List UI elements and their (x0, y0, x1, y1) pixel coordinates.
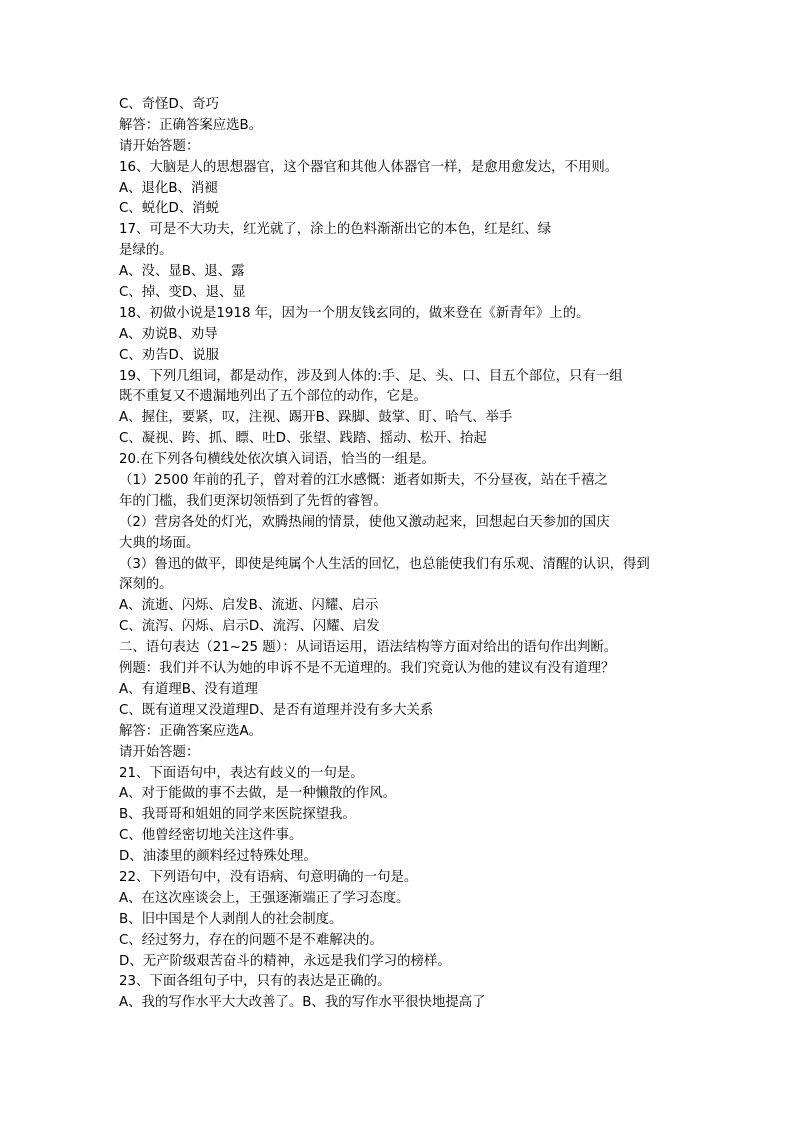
text-line-15: 既不重复又不遗漏地列出了五个部位的动作，它是。 (119, 389, 427, 405)
text-line-23: （3）鲁迅的做平，即使是纯属个人生活的回忆，也总能使我们有乐观、清醒的认识，得到 (119, 556, 650, 572)
text-line-16: A、握住，要紧，叹，注视、踢开B、跺脚、鼓掌、盯、哈气、举手 (119, 410, 513, 426)
text-line-41: C、经过努力，存在的问题不是不难解决的。 (119, 932, 383, 948)
text-line-01: C、奇怪D、奇巧 (119, 97, 220, 112)
text-line-20: 年的门槛，我们更深切领悟到了先哲的睿智。 (119, 493, 387, 509)
text-line-39: A、在这次座谈会上，王强逐渐端正了学习态度。 (119, 890, 410, 906)
text-line-17: C、凝视、跨、抓、瞟、吐D、张望、践踏、摇动、松开、抬起 (119, 431, 487, 447)
document-page (119, 95, 679, 1014)
text-line-36: C、他曾经密切地关注这件事。 (119, 828, 303, 844)
text-line-08: 是绿的。 (119, 243, 173, 259)
text-line-09: A、没、显B、退、露 (119, 264, 245, 280)
text-line-43: 23、下面各组句子中，只有的表达是正确的。 (119, 974, 391, 990)
text-line-42: D、无产阶级艰苦奋斗的精神，永远是我们学习的榜样。 (119, 953, 451, 969)
text-line-27: 二、语句表达（21~25 题）：从词语运用，语法结构等方面对给出的语句作出判断。 (119, 640, 618, 656)
text-line-37: D、油漆里的颜料经过特殊处理。 (119, 849, 317, 865)
text-line-40: B、旧中国是个人剥削人的社会制度。 (119, 911, 343, 927)
text-line-32: 请开始答题： (119, 744, 200, 760)
text-line-22: 大典的场面。 (119, 535, 200, 551)
text-line-10: C、掉、变D、退、显 (119, 285, 246, 301)
text-line-04: 16、大脑是人的思想器官，这个器官和其他人体器官一样，是愈用愈发达，不用则。 (119, 159, 619, 175)
text-line-44: A、我的写作水平大大改善了。B、我的写作水平很快地提高了 (119, 995, 486, 1011)
text-line-12: A、劝说B、劝导 (119, 326, 218, 342)
text-line-38: 22、下列语句中，没有语病、句意明确的一句是。 (119, 869, 418, 885)
text-line-19: （1）2500 年前的孔子，曾对着的江水感慨：逝者如斯夫，不分昼夜，站在千禧之 (119, 473, 608, 489)
text-line-34: A、对于能做的事不去做，是一种懒散的作风。 (119, 786, 396, 802)
text-line-26: C、流泻、闪烁、启示D、流泻、闪耀、启发 (119, 619, 380, 635)
text-line-06: C、蜕化D、消蜕 (119, 201, 220, 217)
text-line-25: A、流逝、闪烁、启发B、流逝、闪耀、启示 (119, 598, 379, 614)
text-line-18: 20.在下列各句横线处依次填入词语，恰当的一组是。 (119, 452, 435, 468)
text-line-29: A、有道理B、没有道理 (119, 681, 258, 697)
text-line-28: 例题：我们并不认为她的申诉不是不无道理的。我们究竟认为他的建议有没有道理？ (119, 661, 615, 677)
text-line-31: 解答：正确答案应选A。 (119, 723, 263, 739)
text-line-30: C、既有道理又没道理D、是否有道理并没有多大关系 (119, 702, 434, 718)
text-line-07: 17、可是不大功夫，红光就了，涂上的色料渐渐出它的本色，红是红、绿 (119, 222, 552, 238)
text-line-05: A、退化B、消褪 (119, 180, 218, 196)
text-line-11: 18、初做小说是1918 年，因为一个朋友钱玄同的，做来登在《新青年》上的。 (119, 305, 590, 321)
text-line-02: 解答：正确答案应选B。 (119, 117, 263, 133)
text-line-24: 深刻的。 (119, 577, 173, 593)
text-line-14: 19、下列几组词，都是动作，涉及到人体的:手、足、头、口、目五个部位，只有一组 (119, 368, 623, 384)
text-line-13: C、劝告D、说服 (119, 347, 220, 363)
text-line-33: 21、下面语句中，表达有歧义的一句是。 (119, 765, 364, 781)
text-line-03: 请开始答题： (119, 138, 200, 154)
text-line-21: （2）营房各处的灯光，欢腾热闹的情景，使他又激动起来，回想起白天参加的国庆 (119, 514, 610, 530)
text-line-35: B、我哥哥和姐姐的同学来医院探望我。 (119, 807, 356, 823)
